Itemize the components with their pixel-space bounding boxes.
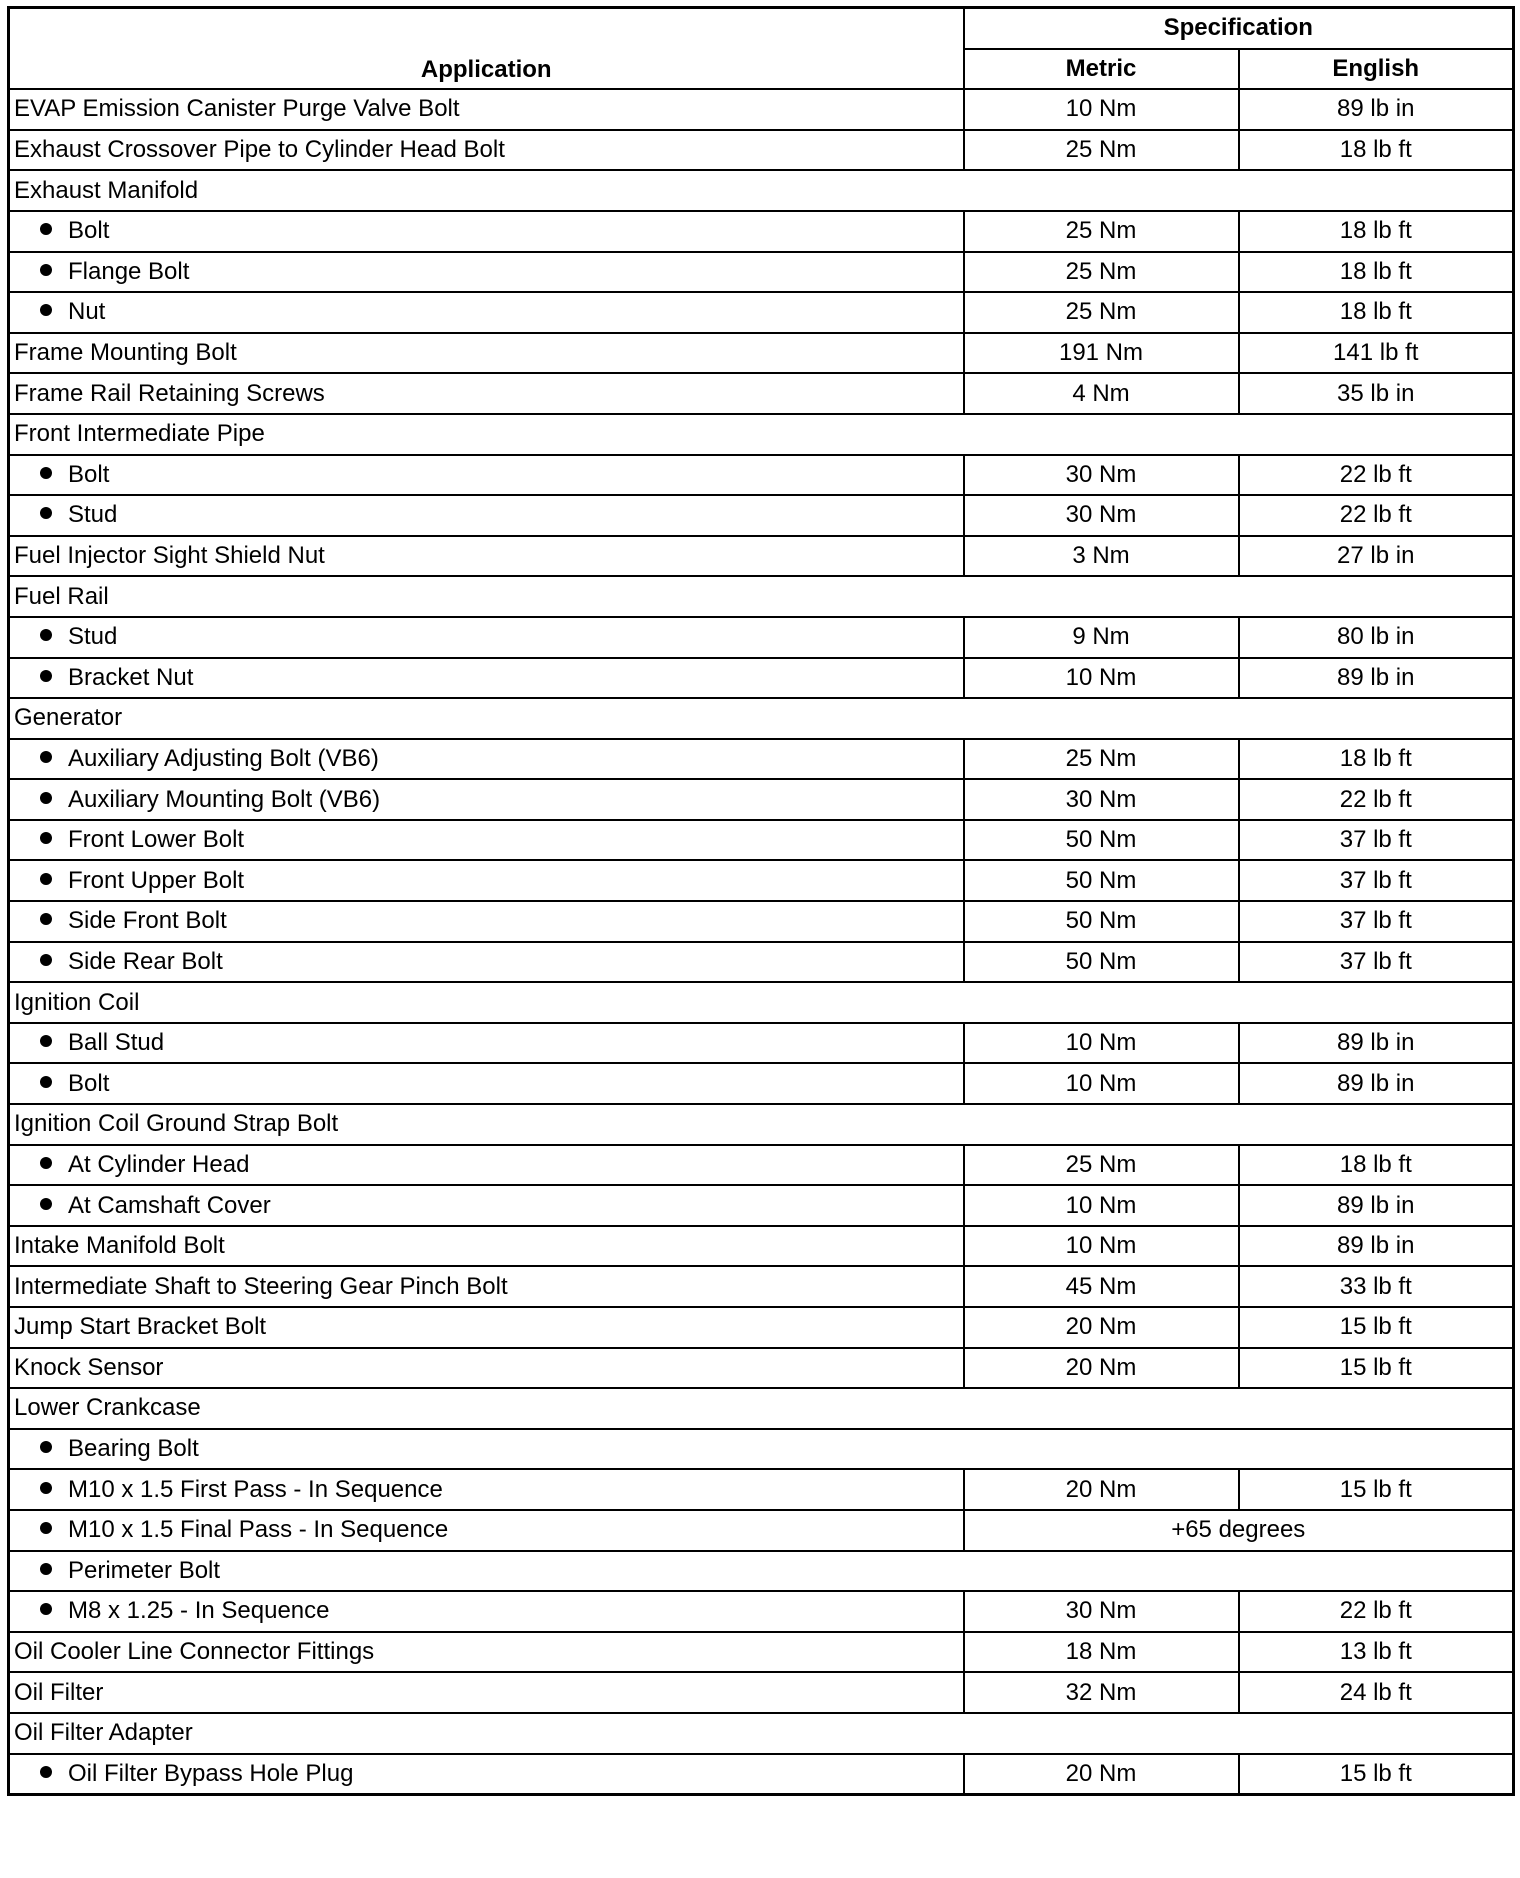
table-row [9, 1104, 1514, 1145]
application-cell [9, 1469, 964, 1510]
table-row [9, 495, 1514, 536]
english-cell: 37 lb ft [1239, 820, 1514, 861]
table-row [9, 617, 1514, 658]
torque-spec-table [7, 6, 1515, 1796]
bullet-icon [40, 1441, 52, 1453]
application-cell [9, 1266, 964, 1307]
bullet-icon [40, 913, 52, 925]
metric-cell: 9 Nm [964, 617, 1239, 658]
metric-cell: 25 Nm [964, 1145, 1239, 1186]
english-cell: 89 lb in [1239, 658, 1514, 699]
bullet-icon [40, 1198, 52, 1210]
application-cell [9, 1348, 964, 1389]
bullet-icon [40, 873, 52, 885]
table-row [9, 576, 1514, 617]
application-cell [9, 455, 964, 496]
table-row [9, 211, 1514, 252]
application-label: Jump Start Bracket Bolt [14, 1313, 267, 1341]
application-label: Ignition Coil [14, 988, 140, 1016]
application-cell [9, 982, 1514, 1023]
table-row [9, 1185, 1514, 1226]
application-cell [9, 1023, 964, 1064]
application-label: Stud [68, 623, 118, 651]
application-label: Frame Rail Retaining Screws [14, 379, 325, 407]
application-label: Exhaust Manifold [14, 176, 199, 204]
application-cell [9, 1713, 1514, 1754]
table-row [9, 942, 1514, 983]
application-cell [9, 333, 964, 374]
application-cell [9, 252, 964, 293]
metric-cell: 25 Nm [964, 292, 1239, 333]
application-label: Side Front Bolt [68, 907, 227, 935]
bullet-icon [40, 1766, 52, 1778]
bullet-icon [40, 670, 52, 682]
english-cell: 15 lb ft [1239, 1754, 1514, 1795]
table-row [9, 982, 1514, 1023]
table-row [9, 1672, 1514, 1713]
english-cell: 89 lb in [1239, 89, 1514, 130]
table-row [9, 901, 1514, 942]
application-label: Auxiliary Adjusting Bolt (VB6) [68, 744, 379, 772]
english-cell: 89 lb in [1239, 1185, 1514, 1226]
english-cell: 18 lb ft [1239, 211, 1514, 252]
application-label: EVAP Emission Canister Purge Valve Bolt [14, 95, 460, 123]
table-row [9, 1632, 1514, 1673]
metric-cell: 50 Nm [964, 942, 1239, 983]
table-row [9, 1754, 1514, 1795]
english-cell: 18 lb ft [1239, 252, 1514, 293]
table-row [9, 130, 1514, 171]
english-cell: 22 lb ft [1239, 495, 1514, 536]
application-cell [9, 698, 1514, 739]
metric-cell: 4 Nm [964, 373, 1239, 414]
table-row [9, 860, 1514, 901]
application-label: Oil Filter [14, 1678, 104, 1706]
bullet-icon [40, 954, 52, 966]
application-label: Generator [14, 704, 123, 732]
table-row [9, 1551, 1514, 1592]
application-label: At Camshaft Cover [68, 1191, 271, 1219]
english-cell: 89 lb in [1239, 1226, 1514, 1267]
application-label: Knock Sensor [14, 1353, 164, 1381]
table-row [9, 292, 1514, 333]
bullet-icon [40, 751, 52, 763]
table-row [9, 455, 1514, 496]
metric-cell: 10 Nm [964, 89, 1239, 130]
metric-cell: 10 Nm [964, 1063, 1239, 1104]
application-label: Fuel Rail [14, 582, 109, 610]
bullet-icon [40, 1157, 52, 1169]
header-metric: Metric [964, 49, 1239, 90]
application-label: Intake Manifold Bolt [14, 1232, 225, 1260]
table-row [9, 89, 1514, 130]
header-specification: Specification [964, 8, 1514, 49]
metric-cell: 10 Nm [964, 658, 1239, 699]
english-cell: 22 lb ft [1239, 1591, 1514, 1632]
application-cell [9, 901, 964, 942]
application-label: Nut [68, 298, 106, 326]
application-label: Perimeter Bolt [68, 1556, 221, 1584]
metric-cell: 32 Nm [964, 1672, 1239, 1713]
application-cell [9, 1754, 964, 1795]
application-cell [9, 1388, 1514, 1429]
application-cell [9, 1104, 1514, 1145]
metric-cell: 30 Nm [964, 455, 1239, 496]
english-cell: 22 lb ft [1239, 779, 1514, 820]
english-cell: 13 lb ft [1239, 1632, 1514, 1673]
application-label: Bolt [68, 1069, 110, 1097]
application-cell [9, 414, 1514, 455]
metric-cell: 20 Nm [964, 1307, 1239, 1348]
table-row [9, 1063, 1514, 1104]
application-label: At Cylinder Head [68, 1150, 250, 1178]
application-cell [9, 1307, 964, 1348]
english-cell: 15 lb ft [1239, 1307, 1514, 1348]
metric-cell: 10 Nm [964, 1185, 1239, 1226]
application-label: Auxiliary Mounting Bolt (VB6) [68, 785, 381, 813]
english-cell: 18 lb ft [1239, 739, 1514, 780]
application-label: Intermediate Shaft to Steering Gear Pinch Bolt [14, 1272, 508, 1300]
application-cell [9, 860, 964, 901]
application-cell [9, 1429, 1514, 1470]
application-label: Oil Cooler Line Connector Fittings [14, 1638, 375, 1666]
application-cell [9, 1632, 964, 1673]
table-row [9, 1348, 1514, 1389]
english-cell: 18 lb ft [1239, 130, 1514, 171]
metric-cell: 25 Nm [964, 739, 1239, 780]
table-row [9, 739, 1514, 780]
application-label: Oil Filter Bypass Hole Plug [68, 1759, 354, 1787]
application-cell [9, 1510, 964, 1551]
application-label: M8 x 1.25 - In Sequence [68, 1597, 330, 1625]
application-label: Ball Stud [68, 1029, 165, 1057]
application-label: Lower Crankcase [14, 1394, 201, 1422]
english-cell: 27 lb in [1239, 536, 1514, 577]
application-cell [9, 170, 1514, 211]
bullet-icon [40, 1563, 52, 1575]
english-cell: 89 lb in [1239, 1063, 1514, 1104]
english-cell: 89 lb in [1239, 1023, 1514, 1064]
table-row [9, 1145, 1514, 1186]
table-row [9, 779, 1514, 820]
application-label: Stud [68, 501, 118, 529]
application-cell [9, 1226, 964, 1267]
bullet-icon [40, 629, 52, 641]
metric-cell: 25 Nm [964, 130, 1239, 171]
table-row [9, 1591, 1514, 1632]
application-label: M10 x 1.5 First Pass - In Sequence [68, 1475, 443, 1503]
bullet-icon [40, 507, 52, 519]
application-label: Bearing Bolt [68, 1435, 199, 1463]
bullet-icon [40, 1482, 52, 1494]
metric-cell: 10 Nm [964, 1023, 1239, 1064]
application-label: Side Rear Bolt [68, 947, 223, 975]
application-label: Front Upper Bolt [68, 866, 245, 894]
application-cell [9, 1185, 964, 1226]
english-cell: 22 lb ft [1239, 455, 1514, 496]
bullet-icon [40, 467, 52, 479]
application-cell [9, 739, 964, 780]
english-cell: 37 lb ft [1239, 901, 1514, 942]
application-cell [9, 292, 964, 333]
application-cell [9, 1672, 964, 1713]
english-cell: 37 lb ft [1239, 942, 1514, 983]
application-cell [9, 536, 964, 577]
metric-cell: 3 Nm [964, 536, 1239, 577]
application-cell [9, 211, 964, 252]
application-cell [9, 373, 964, 414]
metric-cell: 50 Nm [964, 820, 1239, 861]
header-application: Application [9, 8, 964, 90]
table-row [9, 536, 1514, 577]
english-cell: 80 lb in [1239, 617, 1514, 658]
application-label: Bolt [68, 217, 110, 245]
table-row [9, 333, 1514, 374]
english-cell: 33 lb ft [1239, 1266, 1514, 1307]
application-label: Fuel Injector Sight Shield Nut [14, 542, 325, 570]
metric-cell: 20 Nm [964, 1754, 1239, 1795]
table-row [9, 1226, 1514, 1267]
english-cell: 37 lb ft [1239, 860, 1514, 901]
application-label: Front Intermediate Pipe [14, 420, 265, 448]
bullet-icon [40, 1603, 52, 1615]
table-row [9, 658, 1514, 699]
application-label: Flange Bolt [68, 257, 190, 285]
english-cell: 18 lb ft [1239, 1145, 1514, 1186]
metric-cell: 20 Nm [964, 1348, 1239, 1389]
application-cell [9, 617, 964, 658]
application-cell [9, 820, 964, 861]
application-cell [9, 658, 964, 699]
header-english: English [1239, 49, 1514, 90]
english-cell: 24 lb ft [1239, 1672, 1514, 1713]
table-row [9, 698, 1514, 739]
table-row [9, 373, 1514, 414]
application-label: Bolt [68, 460, 110, 488]
table-row [9, 1388, 1514, 1429]
table-row [9, 1023, 1514, 1064]
english-cell: 15 lb ft [1239, 1469, 1514, 1510]
application-cell [9, 1591, 964, 1632]
english-cell: 18 lb ft [1239, 292, 1514, 333]
bullet-icon [40, 1522, 52, 1534]
bullet-icon [40, 264, 52, 276]
application-label: Exhaust Crossover Pipe to Cylinder Head Bolt [14, 136, 505, 164]
table-row [9, 1266, 1514, 1307]
application-cell [9, 1063, 964, 1104]
application-cell [9, 576, 1514, 617]
english-cell: 35 lb in [1239, 373, 1514, 414]
bullet-icon [40, 832, 52, 844]
application-label: Front Lower Bolt [68, 826, 245, 854]
metric-cell: 30 Nm [964, 1591, 1239, 1632]
application-cell [9, 495, 964, 536]
metric-cell: 45 Nm [964, 1266, 1239, 1307]
metric-cell: 25 Nm [964, 211, 1239, 252]
table-row [9, 1469, 1514, 1510]
bullet-icon [40, 1076, 52, 1088]
table-row [9, 170, 1514, 211]
application-cell [9, 1145, 964, 1186]
bullet-icon [40, 792, 52, 804]
metric-cell: 191 Nm [964, 333, 1239, 374]
application-cell [9, 779, 964, 820]
table-row [9, 252, 1514, 293]
metric-cell: 18 Nm [964, 1632, 1239, 1673]
metric-cell: 50 Nm [964, 860, 1239, 901]
metric-cell: 25 Nm [964, 252, 1239, 293]
application-label: M10 x 1.5 Final Pass - In Sequence [68, 1516, 449, 1544]
table-row [9, 1510, 1514, 1551]
bullet-icon [40, 223, 52, 235]
bullet-icon [40, 304, 52, 316]
application-label: Ignition Coil Ground Strap Bolt [14, 1110, 339, 1138]
table-row [9, 820, 1514, 861]
table-row [9, 1429, 1514, 1470]
metric-cell: 30 Nm [964, 495, 1239, 536]
english-cell: 15 lb ft [1239, 1348, 1514, 1389]
table-row [9, 1713, 1514, 1754]
application-label: Bracket Nut [68, 663, 194, 691]
bullet-icon [40, 1035, 52, 1047]
application-cell [9, 89, 964, 130]
english-cell: 141 lb ft [1239, 333, 1514, 374]
metric-cell: 20 Nm [964, 1469, 1239, 1510]
metric-cell: 30 Nm [964, 779, 1239, 820]
spec-span-cell: +65 degrees [964, 1510, 1514, 1551]
application-label: Frame Mounting Bolt [14, 339, 237, 367]
application-cell [9, 942, 964, 983]
table-row [9, 1307, 1514, 1348]
application-cell [9, 1551, 1514, 1592]
application-label: Oil Filter Adapter [14, 1719, 193, 1747]
application-cell [9, 130, 964, 171]
table-row [9, 414, 1514, 455]
metric-cell: 10 Nm [964, 1226, 1239, 1267]
metric-cell: 50 Nm [964, 901, 1239, 942]
